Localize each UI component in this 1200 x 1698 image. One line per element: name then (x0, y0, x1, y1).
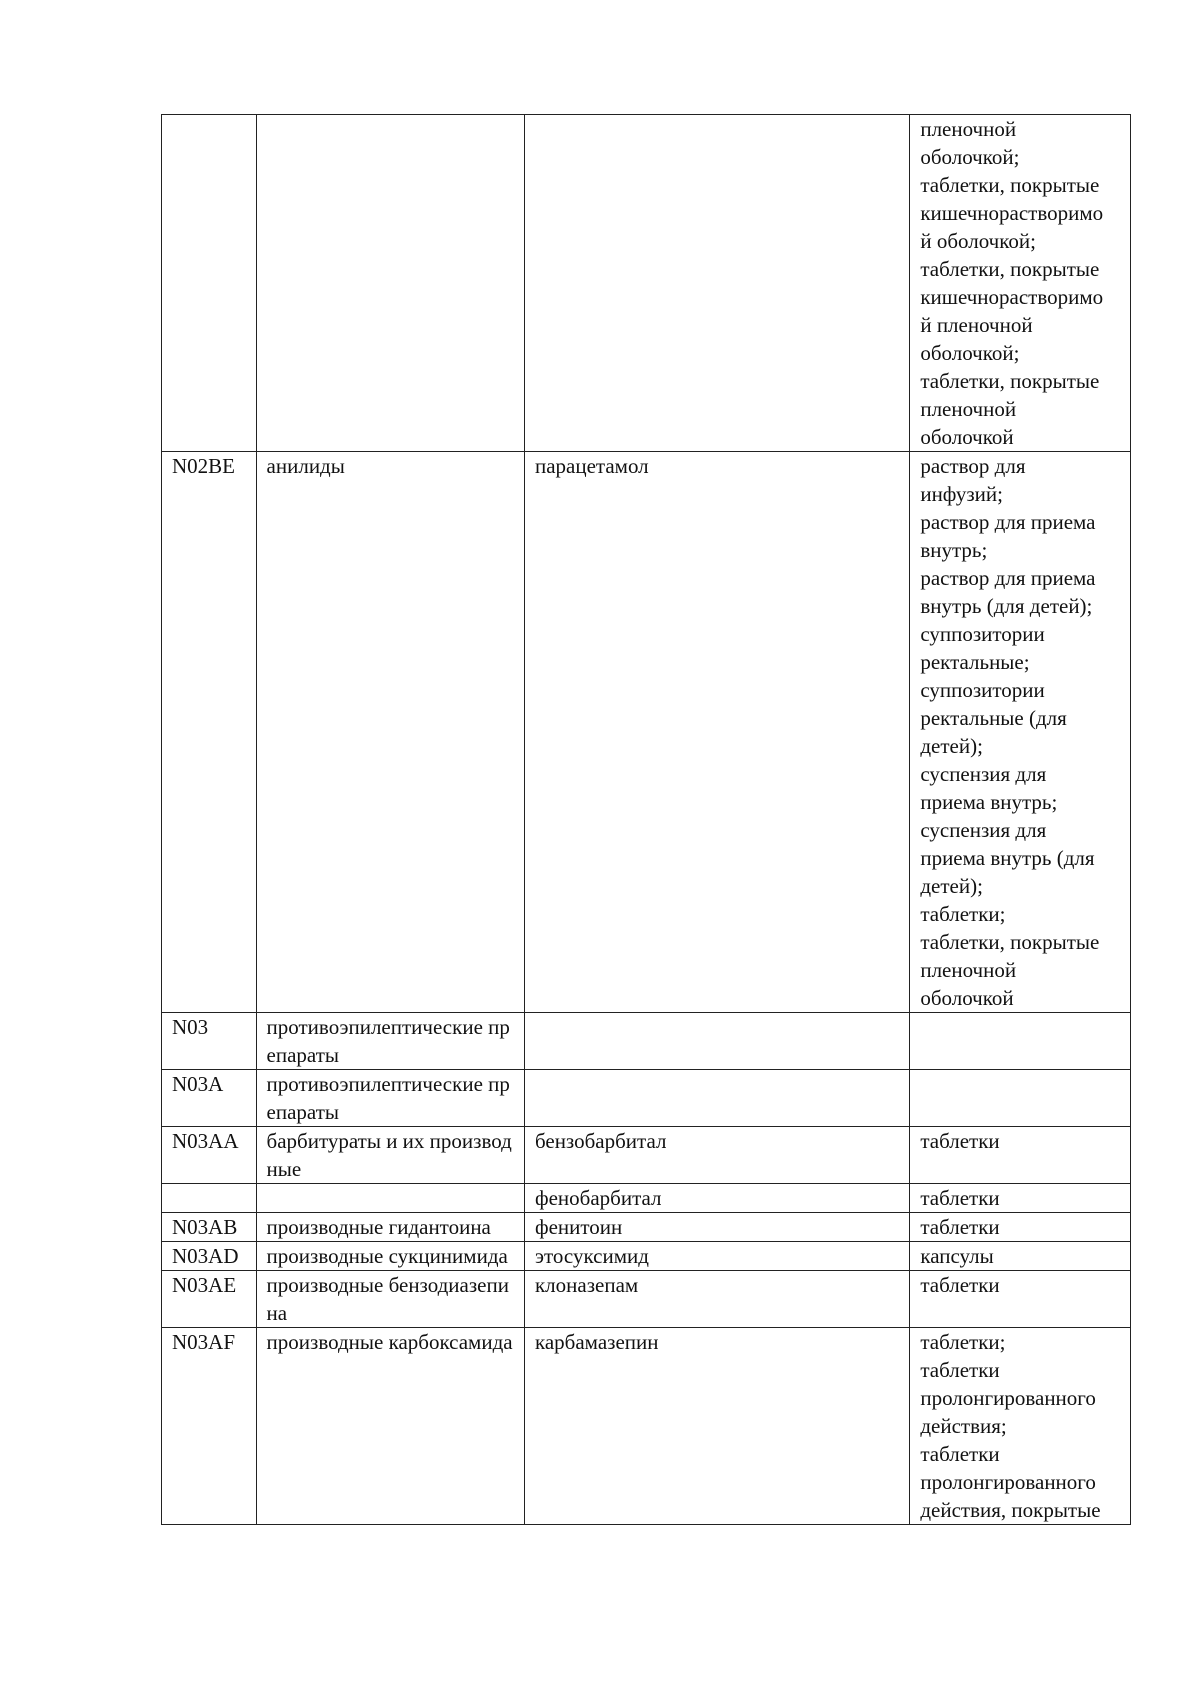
dosage-form-line: кишечнорастворимо (920, 201, 1104, 225)
dosage-form-cell (910, 1070, 1131, 1127)
table-row (162, 1013, 1131, 1070)
dosage-form-line: таблетки, покрытые (920, 369, 1100, 393)
atc-code-cell: N03AF (162, 1328, 257, 1525)
drug-name-cell: бензобарбитал (524, 1127, 909, 1184)
drug-name-cell: клоназепам (524, 1271, 909, 1328)
dosage-form-line: внутрь; (920, 538, 988, 562)
dosage-form-line: й оболочкой; (920, 229, 1036, 253)
table-body (162, 115, 1131, 1525)
table-row (162, 1242, 1131, 1271)
dosage-form-cell (910, 1127, 1131, 1184)
table-row (162, 1213, 1131, 1242)
dosage-form-line: таблетки, покрытые (920, 257, 1100, 281)
table-row (162, 1127, 1131, 1184)
dosage-form-line: суспензия для (920, 818, 1047, 842)
group-name-cell: производные карбоксамида (256, 1328, 524, 1525)
dosage-form-line: ректальные; (920, 650, 1030, 674)
dosage-form-line: пленочной (920, 958, 1017, 982)
dosage-form-line: действия; (920, 1414, 1007, 1438)
group-name-cell: барбитураты и их производные (256, 1127, 524, 1184)
dosage-form-line: детей); (920, 734, 983, 758)
dosage-form-line: таблетки (920, 1215, 1000, 1239)
dosage-form-cell (910, 1328, 1131, 1525)
dosage-form-cell (910, 1213, 1131, 1242)
drug-name-cell: парацетамол (524, 452, 909, 1013)
atc-code-cell (162, 1184, 257, 1213)
atc-code-cell: N03AA (162, 1127, 257, 1184)
table-row (162, 452, 1131, 1013)
dosage-form-line: таблетки (920, 1129, 1000, 1153)
group-name-cell: производные бензодиазепина (256, 1271, 524, 1328)
atc-code-cell: N03 (162, 1013, 257, 1070)
dosage-form-line: суппозитории (920, 622, 1045, 646)
dosage-form-line: капсулы (920, 1244, 994, 1268)
dosage-form-line: кишечнорастворимо (920, 285, 1104, 309)
dosage-form-line: раствор для приема (920, 510, 1096, 534)
dosage-form-line: приема внутрь (для (920, 846, 1095, 870)
dosage-form-cell (910, 115, 1131, 452)
dosage-form-cell (910, 1013, 1131, 1070)
table-row (162, 115, 1131, 452)
atc-code-cell: N03AD (162, 1242, 257, 1271)
drug-list-table (161, 114, 1131, 1525)
group-name-cell: производные сукцинимида (256, 1242, 524, 1271)
dosage-form-line: суспензия для (920, 762, 1047, 786)
drug-name-cell (524, 1070, 909, 1127)
dosage-form-line: таблетки, покрытые (920, 930, 1100, 954)
dosage-form-line: пролонгированного (920, 1470, 1096, 1494)
group-name-cell: противоэпилептическиe препараты (256, 1013, 524, 1070)
drug-name-cell: фенобарбитал (524, 1184, 909, 1213)
atc-code-cell (162, 115, 257, 452)
dosage-form-line: оболочкой (920, 986, 1014, 1010)
group-name-cell (256, 115, 524, 452)
dosage-form-line: действия, покрытые (920, 1498, 1101, 1522)
dosage-form-line: оболочкой; (920, 341, 1020, 365)
dosage-form-line: раствор для (920, 454, 1026, 478)
dosage-form-line: суппозитории (920, 678, 1045, 702)
dosage-form-line: детей); (920, 874, 983, 898)
dosage-form-line: инфузий; (920, 482, 1003, 506)
dosage-form-cell (910, 1184, 1131, 1213)
dosage-form-cell (910, 1242, 1131, 1271)
dosage-form-line: таблетки, покрытые (920, 173, 1100, 197)
dosage-form-line: таблетки (920, 1186, 1000, 1210)
group-name-cell (256, 1184, 524, 1213)
dosage-form-cell (910, 1271, 1131, 1328)
table-row (162, 1328, 1131, 1525)
drug-name-cell: фенитоин (524, 1213, 909, 1242)
dosage-form-line: таблетки (920, 1442, 1000, 1466)
dosage-form-line: пленочной (920, 397, 1017, 421)
dosage-form-line: таблетки (920, 1358, 1000, 1382)
dosage-form-line: таблетки; (920, 902, 1006, 926)
dosage-form-line: пленочной (920, 117, 1017, 141)
table-row (162, 1070, 1131, 1127)
atc-code-cell: N02BE (162, 452, 257, 1013)
dosage-form-line: таблетки (920, 1273, 1000, 1297)
atc-code-cell: N03AB (162, 1213, 257, 1242)
group-name-cell: анилиды (256, 452, 524, 1013)
drug-name-cell: карбамазепин (524, 1328, 909, 1525)
atc-code-cell: N03AE (162, 1271, 257, 1328)
group-name-cell: противоэпилептические препараты (256, 1070, 524, 1127)
dosage-form-line: раствор для приема (920, 566, 1096, 590)
dosage-form-line: приема внутрь; (920, 790, 1058, 814)
group-name-cell: производные гидантоина (256, 1213, 524, 1242)
dosage-form-line: таблетки; (920, 1330, 1006, 1354)
table-row (162, 1271, 1131, 1328)
table-row (162, 1184, 1131, 1213)
dosage-form-line: оболочкой; (920, 145, 1020, 169)
drug-name-cell: этосуксимид (524, 1242, 909, 1271)
atc-code-cell: N03A (162, 1070, 257, 1127)
dosage-form-line: пролонгированного (920, 1386, 1096, 1410)
dosage-form-line: внутрь (для детей); (920, 594, 1093, 618)
dosage-form-line: й пленочной (920, 313, 1033, 337)
dosage-form-line: оболочкой (920, 425, 1014, 449)
drug-name-cell (524, 115, 909, 452)
dosage-form-line: ректальные (для (920, 706, 1067, 730)
drug-name-cell (524, 1013, 909, 1070)
dosage-form-cell (910, 452, 1131, 1013)
